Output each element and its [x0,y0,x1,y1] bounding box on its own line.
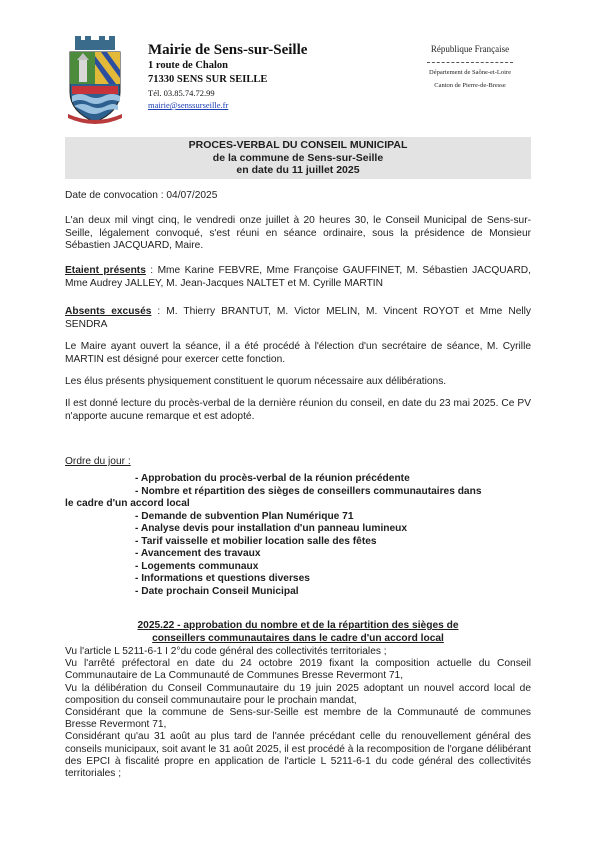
agenda-list [65,473,531,598]
presents-paragraph [65,265,531,290]
coat-of-arms-logo [66,36,124,124]
dashed-divider [427,62,513,63]
agenda-item: - Informations et questions diverses [135,573,310,584]
absents-text: : M. Thierry BRANTUT, M. Victor MELIN, M. Vincent ROYOT et Mme Nelly SENDRA [65,306,531,330]
secretaire-paragraph: Le Maire ayant ouvert la séance, il a été procédé à l'élection d'un secrétaire de séance, M. Cyrille MARTIN est désigné pour exercer cette fonction. [65,341,531,365]
considerant-clause: Considérant qu'au 31 août au plus tard de l'année précédant celle du renouvellement général des conseils municipaux, soit avant le 31 août 2025, il est procédé à la recomposition de l'organe délibérant des EPCI à fiscalité propre en application de l'article L 5211-6-1 du code général des collectivités territoriales ; [65,731,531,780]
agenda-item: - Approbation du procès-verbal de la réunion précédente [135,473,410,484]
canton-label: Canton de Pierre-de-Bresse [434,82,506,89]
title-line-3: en date du 11 juillet 2025 [236,164,360,176]
agenda-item: - Tarif vaisselle et mobilier location salle des fêtes [135,535,377,547]
considerant-clause: Considérant que la commune de Sens-sur-Seille est membre de la Communauté de communes Bresse Revermont 71, [65,707,531,731]
presents-label: Etaient présents [65,265,146,276]
agenda-item: - Nombre et répartition des sièges de conseillers communautaires dans [135,485,482,497]
quorum-paragraph: Les élus présents physiquement constituent le quorum nécessaire aux délibérations. [65,376,447,387]
mairie-name: Mairie de Sens-sur-Seille [148,42,308,58]
agenda-item: - Analyse devis pour installation d'un panneau lumineux [135,523,408,534]
section-heading [65,620,531,645]
address-line-2: 71330 SENS SUR SEILLE [148,74,268,85]
agenda-item-continuation: le cadre d'un accord local [65,498,190,509]
email-link[interactable]: mairie@senssurseille.fr [148,100,229,110]
republique-label: République Française [430,44,510,54]
section-body [65,646,531,780]
lecture-paragraph: Il est donné lecture du procès-verbal de la dernière réunion du conseil, en date du 23 mai 2025. Ce PV n'apporte aucune remarque et est adopté. [65,398,531,422]
date-convocation: Date de convocation : 04/07/2025 [65,190,218,201]
document-title-box [65,137,531,179]
phone-number: Tél. 03.85.74.72.99 [148,88,215,98]
departement-label: Département de Saône-et-Loire [429,69,511,76]
agenda-item: - Logements communaux [135,560,259,572]
address-line-1: 1 route de Chalon [148,60,229,71]
absents-paragraph [65,306,531,331]
title-line-2: de la commune de Sens-sur-Seille [212,151,384,164]
section-heading-line-1: 2025.22 - approbation du nombre et de la répartition des sièges de [137,620,459,631]
section-heading-line-2: conseillers communautaires dans le cadre d'un accord local [152,632,444,644]
intro-paragraph: L'an deux mil vingt cinq, le vendredi onze juillet à 20 heures 30, le Conseil Municipal de Sens-sur-Seille, légalement convoqué, s'est réuni en séance ordinaire, sous la présidence de Monsieur Sébastien JACQUARD, Maire. [65,215,531,251]
presents-text: : Mme Karine FEBVRE, Mme Françoise GAUFFINET, M. Sébastien JACQUARD, Mme Audrey JALLEY, M. Jean-Jacques NALTET et M. Cyrille MARTIN [65,265,531,289]
vu-clause: Vu l'arrêté préfectoral en date du 24 octobre 2019 fixant la composition actuelle du Conseil Communautaire de La Communauté de Communes Bresse Revermont 71, [65,658,531,682]
agenda-item: - Date prochain Conseil Municipal [135,585,299,597]
mairie-address-block [148,42,307,111]
agenda-item: - Avancement des travaux [135,548,261,559]
title-line-1: PROCES-VERBAL DU CONSEIL MUNICIPAL [188,139,408,151]
agenda-item: - Demande de subvention Plan Numérique 71 [135,510,354,522]
agenda-label: Ordre du jour : [65,456,131,467]
vu-clause: Vu l'article L 5211-6-1 I 2°du code général des collectivités territoriales ; [65,646,387,657]
vu-clause: Vu la délibération du Conseil Communautaire du 19 juin 2025 adoptant un nouvel accord local de composition du conseil communautaire pour le prochain mandat, [65,682,531,706]
absents-label: Absents excusés [65,306,152,317]
republic-block [410,44,530,89]
